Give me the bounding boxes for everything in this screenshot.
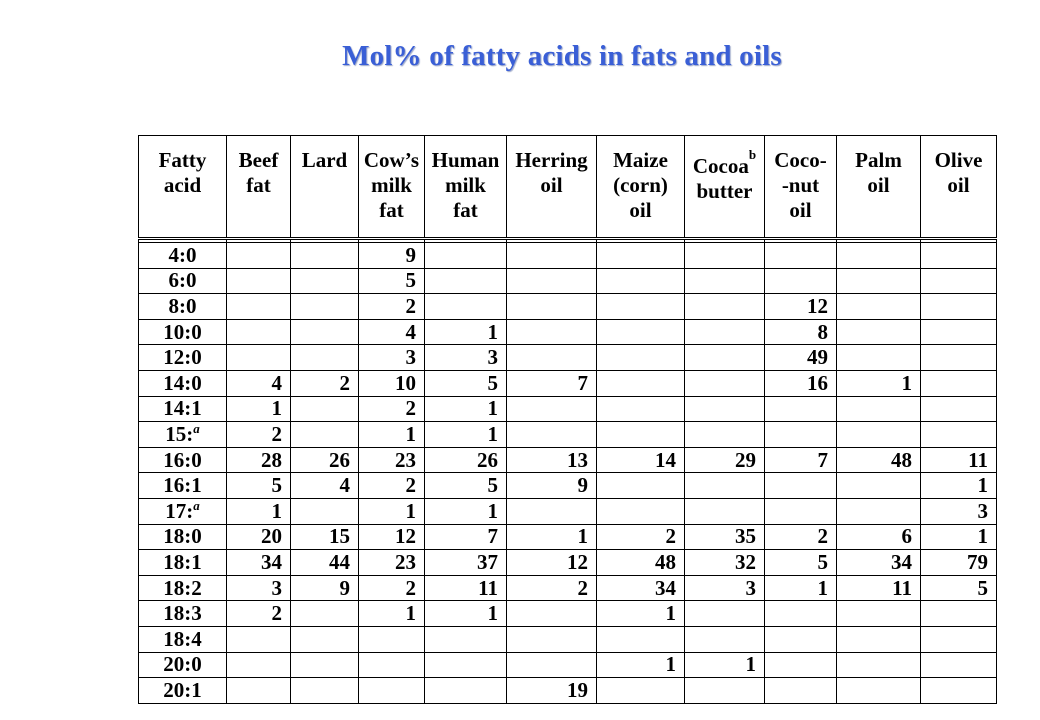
value-cell <box>837 652 921 678</box>
value-cell: 1 <box>837 370 921 396</box>
column-header-line: -nut <box>781 173 820 197</box>
value-cell <box>597 396 685 422</box>
value-cell: 2 <box>359 294 425 320</box>
value-cell <box>597 678 685 704</box>
value-cell: 23 <box>359 550 425 576</box>
table-row <box>139 626 997 652</box>
value-cell: 79 <box>921 550 997 576</box>
value-cell <box>597 473 685 499</box>
column-header <box>359 136 425 239</box>
value-cell <box>921 652 997 678</box>
value-cell <box>765 422 837 448</box>
value-cell <box>507 319 597 345</box>
value-cell <box>227 243 291 269</box>
value-cell: 11 <box>425 575 507 601</box>
value-cell <box>837 294 921 320</box>
value-cell <box>597 498 685 524</box>
value-cell <box>507 294 597 320</box>
value-cell: 7 <box>425 524 507 550</box>
column-header <box>837 136 921 239</box>
value-cell <box>765 626 837 652</box>
column-header <box>597 136 685 239</box>
value-cell <box>685 396 765 422</box>
value-cell: 1 <box>359 601 425 627</box>
value-cell <box>291 652 359 678</box>
fatty-acid-label: 17:$^a$ <box>139 498 227 524</box>
value-cell <box>837 473 921 499</box>
fatty-acid-label: 12:0 <box>139 345 227 371</box>
table-row <box>139 473 997 499</box>
value-cell <box>685 243 765 269</box>
value-cell: 1 <box>359 422 425 448</box>
value-cell: 12 <box>765 294 837 320</box>
fatty-acid-label: 20:0 <box>139 652 227 678</box>
value-cell: 12 <box>359 524 425 550</box>
value-cell <box>227 319 291 345</box>
table-row <box>139 268 997 294</box>
value-cell: 9 <box>507 473 597 499</box>
value-cell <box>837 678 921 704</box>
value-cell <box>227 626 291 652</box>
value-cell: 2 <box>597 524 685 550</box>
value-cell: 3 <box>921 498 997 524</box>
fatty-acid-label: 18:3 <box>139 601 227 627</box>
value-cell: 3 <box>227 575 291 601</box>
value-cell <box>921 319 997 345</box>
value-cell: 1 <box>425 396 507 422</box>
column-header-line: oil <box>789 198 812 222</box>
column-header-line: Lard <box>301 148 348 172</box>
column-header <box>291 136 359 239</box>
table-title: Mol% of fatty acids in fats and oils <box>342 40 782 72</box>
value-cell <box>837 268 921 294</box>
value-cell: 4 <box>291 473 359 499</box>
table-row <box>139 294 997 320</box>
value-cell <box>765 396 837 422</box>
value-cell: 2 <box>765 524 837 550</box>
value-cell <box>507 652 597 678</box>
value-cell <box>921 422 997 448</box>
value-cell <box>685 345 765 371</box>
value-cell <box>685 422 765 448</box>
fatty-acid-label: 4:0 <box>139 243 227 269</box>
column-header <box>139 136 227 239</box>
value-cell <box>507 498 597 524</box>
value-cell <box>227 678 291 704</box>
value-cell: 11 <box>837 575 921 601</box>
table-row <box>139 498 997 524</box>
value-cell: 26 <box>291 447 359 473</box>
value-cell <box>685 678 765 704</box>
fatty-acid-label: 8:0 <box>139 294 227 320</box>
value-cell <box>837 626 921 652</box>
value-cell <box>291 294 359 320</box>
column-header-line: Palm <box>855 148 902 172</box>
value-cell: 1 <box>425 319 507 345</box>
column-header-line: Beef <box>238 148 279 172</box>
value-cell: 11 <box>921 447 997 473</box>
value-cell: 2 <box>227 422 291 448</box>
column-header-line: fat <box>453 198 478 222</box>
column-header-line: milk <box>445 173 486 197</box>
value-cell: 35 <box>685 524 765 550</box>
value-cell <box>837 422 921 448</box>
value-cell: 5 <box>227 473 291 499</box>
column-header <box>227 136 291 239</box>
value-cell <box>685 498 765 524</box>
value-cell <box>685 370 765 396</box>
column-header-line: (corn) <box>613 173 668 197</box>
value-cell: 1 <box>507 524 597 550</box>
value-cell: 7 <box>507 370 597 396</box>
table-row <box>139 524 997 550</box>
value-cell: 6 <box>837 524 921 550</box>
value-cell <box>685 473 765 499</box>
value-cell: 2 <box>227 601 291 627</box>
value-cell: 2 <box>359 396 425 422</box>
value-cell <box>291 396 359 422</box>
value-cell: 2 <box>359 473 425 499</box>
value-cell <box>597 345 685 371</box>
value-cell: 44 <box>291 550 359 576</box>
value-cell <box>765 652 837 678</box>
value-cell <box>359 678 425 704</box>
value-cell <box>765 473 837 499</box>
column-header-line: Cocoa$^b$ <box>692 147 757 178</box>
fatty-acid-label: 16:0 <box>139 447 227 473</box>
value-cell <box>425 268 507 294</box>
value-cell: 5 <box>921 575 997 601</box>
footnote-mark: b <box>748 147 757 162</box>
value-cell: 37 <box>425 550 507 576</box>
value-cell <box>837 345 921 371</box>
value-cell: 28 <box>227 447 291 473</box>
value-cell: 9 <box>359 243 425 269</box>
value-cell <box>291 626 359 652</box>
fatty-acid-label: 15:$^a$ <box>139 422 227 448</box>
table-row <box>139 447 997 473</box>
value-cell: 2 <box>359 575 425 601</box>
value-cell <box>507 601 597 627</box>
value-cell <box>685 601 765 627</box>
value-cell <box>837 319 921 345</box>
column-header-line: Human <box>431 148 500 172</box>
value-cell <box>291 243 359 269</box>
value-cell: 12 <box>507 550 597 576</box>
value-cell <box>597 626 685 652</box>
value-cell: 5 <box>359 268 425 294</box>
value-cell: 23 <box>359 447 425 473</box>
value-cell <box>765 498 837 524</box>
value-cell: 15 <box>291 524 359 550</box>
value-cell <box>507 626 597 652</box>
column-header-line: acid <box>163 173 202 197</box>
value-cell <box>921 294 997 320</box>
value-cell: 48 <box>837 447 921 473</box>
value-cell: 1 <box>685 652 765 678</box>
column-header <box>921 136 997 239</box>
table-row <box>139 575 997 601</box>
value-cell: 1 <box>597 601 685 627</box>
fatty-acid-label: 18:4 <box>139 626 227 652</box>
column-header-line: oil <box>540 173 563 197</box>
value-cell <box>921 243 997 269</box>
value-cell <box>227 294 291 320</box>
value-cell: 1 <box>425 498 507 524</box>
fatty-acid-label: 6:0 <box>139 268 227 294</box>
value-cell <box>227 268 291 294</box>
value-cell: 34 <box>837 550 921 576</box>
table-row <box>139 345 997 371</box>
value-cell: 19 <box>507 678 597 704</box>
value-cell: 1 <box>921 473 997 499</box>
column-header <box>765 136 837 239</box>
value-cell <box>921 626 997 652</box>
value-cell: 1 <box>425 601 507 627</box>
value-cell <box>597 294 685 320</box>
column-header <box>685 136 765 239</box>
value-cell: 14 <box>597 447 685 473</box>
value-cell <box>921 601 997 627</box>
value-cell <box>837 601 921 627</box>
value-cell: 5 <box>425 370 507 396</box>
column-header-line: Olive <box>934 148 983 172</box>
column-header-line: oil <box>867 173 890 197</box>
value-cell: 8 <box>765 319 837 345</box>
value-cell <box>425 652 507 678</box>
value-cell: 1 <box>921 524 997 550</box>
value-cell <box>291 498 359 524</box>
value-cell <box>921 370 997 396</box>
fatty-acid-label: 14:0 <box>139 370 227 396</box>
value-cell <box>597 422 685 448</box>
value-cell: 7 <box>765 447 837 473</box>
column-header-line: Cow’s <box>363 148 420 172</box>
value-cell <box>291 345 359 371</box>
value-cell <box>425 294 507 320</box>
fatty-acid-label: 14:1 <box>139 396 227 422</box>
value-cell <box>359 626 425 652</box>
value-cell: 2 <box>507 575 597 601</box>
table-row <box>139 678 997 704</box>
value-cell: 3 <box>685 575 765 601</box>
value-cell <box>921 268 997 294</box>
value-cell <box>291 601 359 627</box>
table-row <box>139 550 997 576</box>
value-cell <box>597 268 685 294</box>
value-cell <box>685 319 765 345</box>
value-cell: 20 <box>227 524 291 550</box>
value-cell <box>425 626 507 652</box>
column-header-line: fat <box>246 173 271 197</box>
value-cell <box>837 396 921 422</box>
value-cell: 34 <box>227 550 291 576</box>
column-header-line: milk <box>371 173 412 197</box>
value-cell: 1 <box>425 422 507 448</box>
value-cell: 1 <box>227 498 291 524</box>
value-cell <box>765 243 837 269</box>
value-cell <box>921 396 997 422</box>
value-cell: 3 <box>425 345 507 371</box>
column-header <box>425 136 507 239</box>
column-header <box>507 136 597 239</box>
value-cell <box>765 268 837 294</box>
value-cell <box>597 370 685 396</box>
value-cell <box>507 243 597 269</box>
value-cell: 48 <box>597 550 685 576</box>
value-cell: 1 <box>227 396 291 422</box>
table-row <box>139 652 997 678</box>
table-row <box>139 370 997 396</box>
fatty-acid-label: 18:1 <box>139 550 227 576</box>
value-cell <box>685 268 765 294</box>
value-cell: 1 <box>597 652 685 678</box>
value-cell <box>359 652 425 678</box>
table-body <box>139 239 997 704</box>
fatty-acid-label: 18:2 <box>139 575 227 601</box>
column-header-line: butter <box>696 179 753 203</box>
value-cell: 5 <box>425 473 507 499</box>
table-row <box>139 396 997 422</box>
value-cell <box>597 319 685 345</box>
fatty-acid-label: 16:1 <box>139 473 227 499</box>
table-row <box>139 243 997 269</box>
value-cell: 32 <box>685 550 765 576</box>
value-cell: 13 <box>507 447 597 473</box>
value-cell <box>227 652 291 678</box>
value-cell <box>507 268 597 294</box>
value-cell <box>227 345 291 371</box>
value-cell <box>765 601 837 627</box>
value-cell <box>921 345 997 371</box>
value-cell: 1 <box>359 498 425 524</box>
fatty-acid-label: 20:1 <box>139 678 227 704</box>
column-header-line: Fatty <box>158 148 207 172</box>
column-header-line: Herring <box>515 148 588 172</box>
value-cell <box>921 678 997 704</box>
value-cell: 5 <box>765 550 837 576</box>
value-cell: 4 <box>359 319 425 345</box>
value-cell: 16 <box>765 370 837 396</box>
value-cell <box>291 268 359 294</box>
value-cell <box>837 498 921 524</box>
value-cell <box>425 678 507 704</box>
column-header-line: fat <box>379 198 404 222</box>
header-row <box>139 136 997 239</box>
column-header-line: Coco- <box>774 148 827 172</box>
value-cell <box>291 422 359 448</box>
value-cell: 3 <box>359 345 425 371</box>
value-cell <box>685 626 765 652</box>
value-cell: 34 <box>597 575 685 601</box>
value-cell <box>291 678 359 704</box>
value-cell <box>507 422 597 448</box>
fatty-acid-label: 18:0 <box>139 524 227 550</box>
column-header-line: oil <box>947 173 970 197</box>
column-header-line: oil <box>629 198 652 222</box>
value-cell: 49 <box>765 345 837 371</box>
fatty-acid-table <box>138 135 997 704</box>
value-cell <box>765 678 837 704</box>
value-cell: 29 <box>685 447 765 473</box>
value-cell: 9 <box>291 575 359 601</box>
value-cell <box>291 319 359 345</box>
value-cell: 4 <box>227 370 291 396</box>
value-cell <box>597 243 685 269</box>
value-cell: 10 <box>359 370 425 396</box>
column-header-line: Maize <box>613 148 668 172</box>
fatty-acid-label: 10:0 <box>139 319 227 345</box>
value-cell: 2 <box>291 370 359 396</box>
table-row <box>139 319 997 345</box>
value-cell: 26 <box>425 447 507 473</box>
table-row <box>139 422 997 448</box>
value-cell <box>507 345 597 371</box>
value-cell <box>425 243 507 269</box>
footnote-mark: a <box>193 421 200 436</box>
footnote-mark: a <box>193 498 200 513</box>
value-cell <box>685 294 765 320</box>
table-row <box>139 601 997 627</box>
value-cell <box>507 396 597 422</box>
value-cell: 1 <box>765 575 837 601</box>
value-cell <box>837 243 921 269</box>
